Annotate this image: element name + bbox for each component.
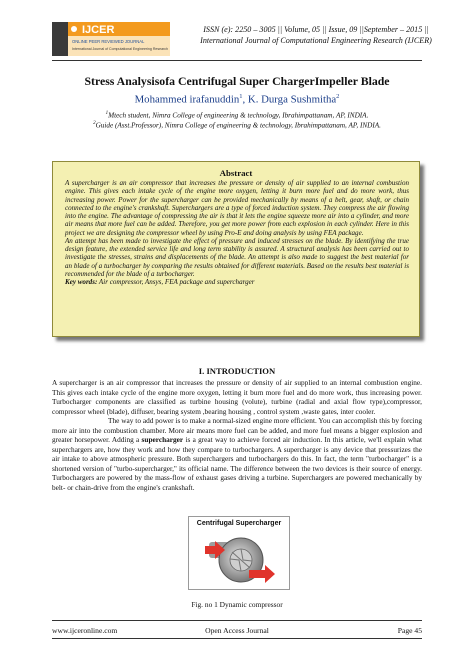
figure-dynamic-compressor: [188, 516, 290, 590]
figure-title: Centrifugal Supercharger: [196, 520, 282, 527]
author-2: K. Durga Sushmitha: [247, 93, 337, 106]
introduction-body: [52, 378, 422, 493]
affiliation-1-text: Mtech student, Nimra College of engineering & technology, Ibrahimpattanam, AP, INDIA.: [108, 111, 369, 120]
keywords-text: Air compressor, Ansys, FEA package and supercharger: [97, 278, 255, 286]
abstract-heading: Abstract: [219, 168, 253, 178]
intro-paragraph-2: [52, 416, 422, 492]
affiliation-2: [30, 121, 444, 129]
journal-header: [182, 25, 450, 46]
affiliation-1-mark: 1: [105, 111, 109, 116]
intro-p2-bold: supercharger: [141, 435, 184, 445]
supercharger-illustration: [203, 530, 277, 588]
author-2-mark: 2: [336, 93, 340, 100]
author-1-mark: 1: [239, 93, 243, 100]
footer-rule: [52, 620, 422, 621]
intro-p2-part-a: The way to add power is to make a normal-sized engine more efficient. You can accomplish this by forcing more air into the combustion chamber. More air means more fuel can be added, and more fuel means a bigger explosion and greater horsepower. Adding a: [52, 416, 422, 445]
author-separator: ,: [242, 93, 248, 106]
abstract-paragraph-1: A supercharger is an air compressor that increases the pressure or density of air supplied to an internal combustion engine. This gives each intake cycle of the engine more oxygen, letting it burn more fuel and do more work, thus increasing power. Power for the supercharger can be provided mechanically by means of a belt, gear, shaft, or chain connected to the engine's crankshaft. Superchargers are a type of forced induction system. They compress the air flowing into the engine. The advantage of compressing the air is that it lets the engine squeeze more air into a cylinder, and more air means that more fuel can be added. Therefore, you get more power from each explosion in each cylinder. Here in this project we are designing the compressor wheel by using Pro-E and doing analysis by using FEA package.: [65, 179, 409, 237]
affiliation-2-text: Guide (Asst.Professor), Nimra College of engineering & technology, Ibrahimpattanam, AP, INDIA.: [95, 121, 381, 130]
journal-logo: [52, 22, 170, 56]
footer-rule-bottom: [52, 638, 422, 639]
author-1: Mohammed irafanuddin: [134, 93, 240, 106]
section-heading-introduction: I. INTRODUCTION: [198, 366, 276, 376]
author-line: [30, 93, 444, 106]
footer-website[interactable]: www.ijceronline.com: [52, 626, 118, 635]
footer-page-number: Page 45: [397, 626, 422, 635]
abstract-body: [65, 179, 409, 286]
paper-title: Stress Analysisofa Centrifugal Super ChargerImpeller Blade: [84, 74, 390, 88]
abstract-paragraph-2: An attempt has been made to investigate the effect of pressure and induced stresses on the blade. By identifying the true design feature, the extended service life and long term stability is assured. A structural analysis has been carried out to investigate the stresses, strains and displacements of the blade. An attempt is also made to suggest the best material for an blade of a turbocharger by comparing the results obtained for different materials. Based on the results best material is recommended for the blade of a turbocharger.: [65, 236, 409, 278]
intro-p2-part-b: is a great way to achieve forced air induction. In this article, we'll explain what superchargers are, how they work and how they compare to turbochargers. A supercharger is any device that pressurizes the air intake to above atmospheric pressure. Both superchargers and turbochargers do this. In fact, the term "turbocharger" is a shortened version of "turbo-supercharger," its official name. The difference between the two devices is their source of energy. Turbochargers are powered by the mass-flow of exhaust gases driving a turbine. Superchargers are powered mechanically by belt- or chain-drive from the engine's crankshaft.: [52, 435, 423, 493]
logo-tagline-1: ONLINE PEER REVIEWED JOURNAL: [72, 39, 145, 44]
keywords-line: [65, 278, 409, 286]
intro-paragraph-1: A supercharger is an air compressor that increases the pressure or density of air supplied to an internal combustion engine. This gives each intake cycle of the engine more oxygen, letting it burn more fuel and do more work, thus increasing power. Turbocharger components are classified as turbine housing (volute), turbine (radial and axial flow type),compressor, compressor wheel (blade), diffuser, bearing system ,bearing housing , control system ,waste gates, inter cooler.: [52, 378, 422, 416]
affiliation-2-mark: 2: [93, 121, 96, 126]
logo-tagline-2: International Journal of Computational Engineering Research: [72, 47, 168, 51]
header-rule: [52, 60, 422, 61]
keywords-label: Key words:: [65, 278, 98, 286]
journal-name: International Journal of Computational Engineering Research (IJCER): [200, 35, 432, 45]
issn-line: ISSN (e): 2250 – 3005 || Volume, 05 || Issue, 09 ||September – 2015 ||: [203, 25, 429, 34]
logo-text: IJCER: [82, 24, 115, 36]
figure-caption: Fig. no 1 Dynamic compressor: [191, 600, 283, 609]
abstract-box: [52, 161, 420, 337]
affiliation-1: [30, 111, 444, 119]
footer-access: Open Access Journal: [205, 626, 269, 635]
